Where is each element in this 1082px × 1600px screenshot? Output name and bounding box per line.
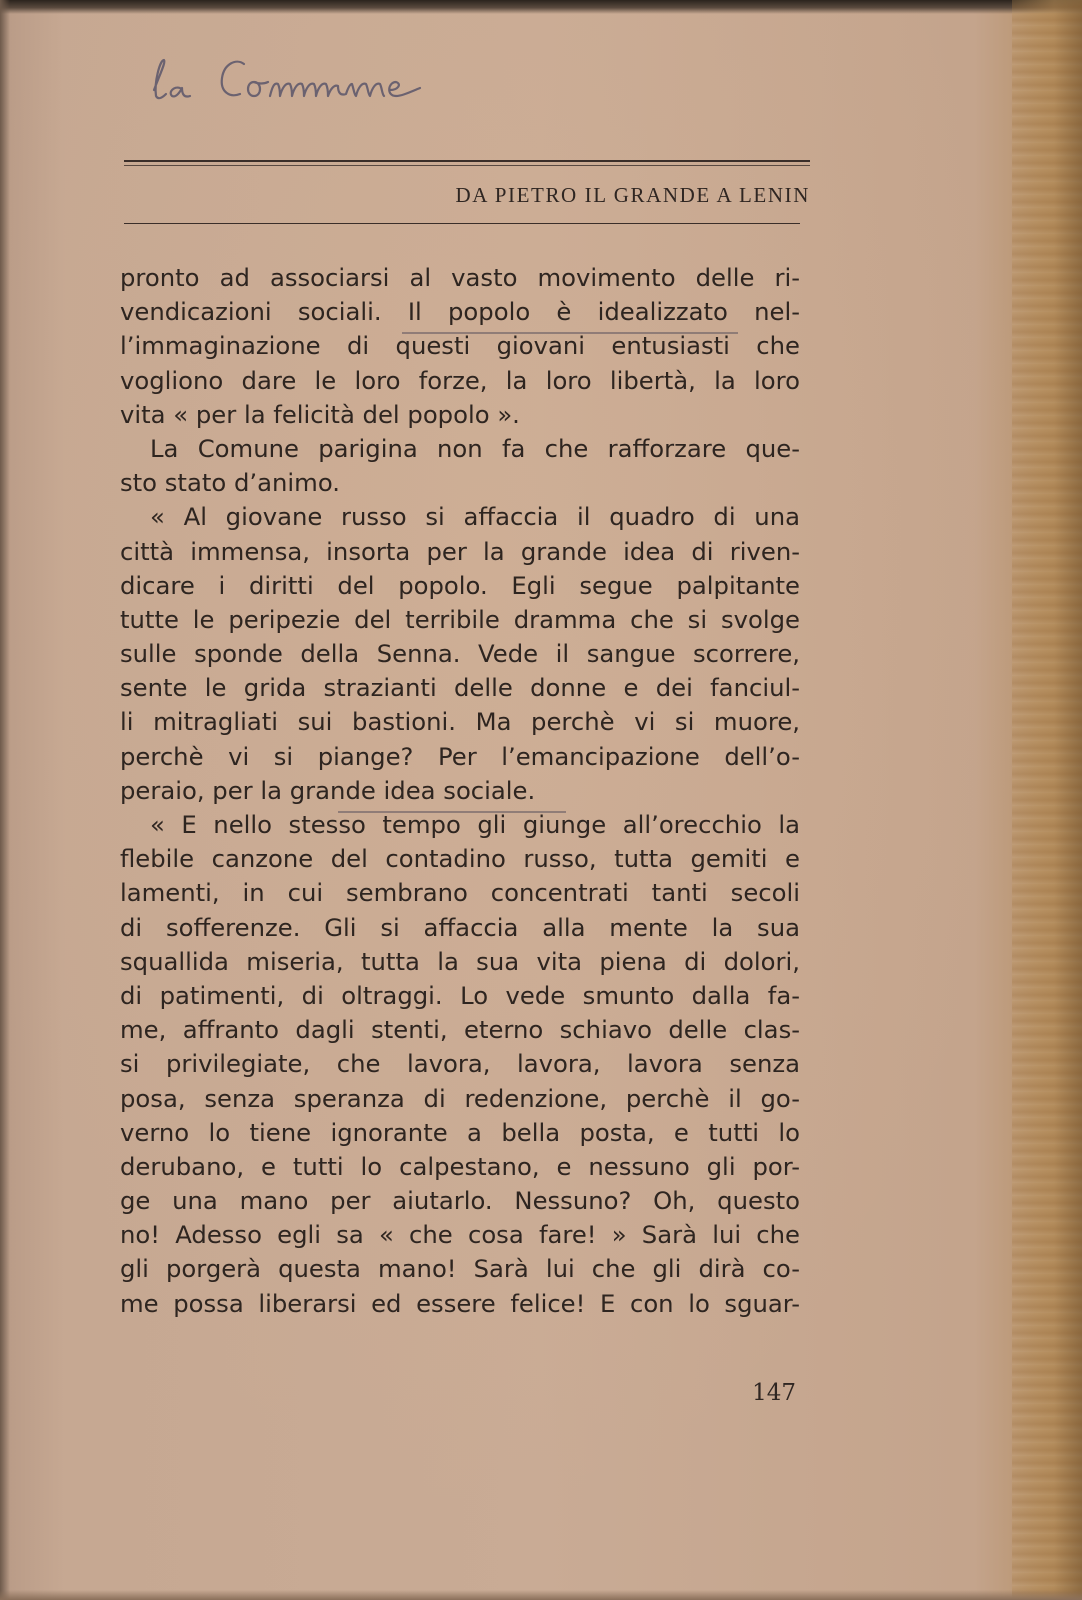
text-line: vita « per la felicità del popolo ». [120,399,520,429]
text-line: pronto ad associarsi al vasto movimento delle ri- [120,263,800,292]
body-text [120,261,800,1321]
pencil-underline [402,332,738,334]
header-rule-thick [124,160,810,162]
text-line: « Al giovane russo si affaccia il quadro di una [150,502,800,532]
text-line: perchè vi si piange? Per l’emancipazione dell’o- [120,741,800,771]
text-line: « E nello stesso tempo gli giunge all’orecchio la [150,810,800,839]
text-line: tutte le peripezie del terribile dramma che si svolge [120,604,800,634]
text-line: di patimenti, di oltraggi. Lo vede smunto dalla fa- [120,980,800,1010]
text-line: lamenti, in cui sembrano concentrati tanti secoli [120,878,800,908]
text-line: si privilegiate, che lavora, lavora, lavora senza [120,1049,800,1079]
text-line: vogliono dare le loro forze, la loro libertà, la loro [120,365,800,395]
text-line: squallida miseria, tutta la sua vita piena di dolori, [120,946,800,976]
text-line: vendicazioni sociali. Il popolo è idealizzato nel- [120,297,800,327]
text-line: me possa liberarsi ed essere felice! E con lo sguar- [120,1288,800,1318]
text-line: no! Adesso egli sa « che cosa fare! » Sarà lui che [120,1220,800,1250]
text-line: gli porgerà questa mano! Sarà lui che gli dirà co- [120,1254,800,1284]
text-line: sto stato d’animo. [120,468,340,498]
text-line: città immensa, insorta per la grande idea di riven- [120,536,800,566]
handwritten-annotation [140,52,480,112]
page-left-edge [0,0,10,1600]
text-line: l’immaginazione di questi giovani entusiasti che [120,331,800,361]
text-line: flebile canzone del contadino russo, tutta gemiti e [120,844,800,874]
text-line: li mitragliati sui bastioni. Ma perchè vi si muore, [120,707,800,737]
scan-top-shadow [0,0,1082,14]
text-line: La Comune parigina non fa che rafforzare que- [150,433,800,463]
text-line: di sofferenze. Gli si affaccia alla mente la sua [120,912,800,942]
text-line: posa, senza speranza di redenzione, perchè il go- [120,1083,800,1113]
text-line: sulle sponde della Senna. Vede il sangue scorrere, [120,639,800,669]
page-number: 147 [752,1380,796,1406]
text-line: verno lo tiene ignorante a bella posta, e tutti lo [120,1117,800,1147]
header-rule-bottom [124,223,800,224]
running-head: DA PIETRO IL GRANDE A LENIN [455,183,810,207]
text-line: me, affranto dagli stenti, eterno schiavo delle clas- [120,1015,800,1045]
text-line: derubano, e tutti lo calpestano, e nessuno gli por- [120,1151,800,1181]
page-bottom-edge [0,1590,1082,1600]
text-line: peraio, per la grande idea sociale. [120,775,536,805]
header-rule-thin [124,165,810,166]
text-line: sente le grida strazianti delle donne e dei fanciul- [120,673,800,703]
pencil-underline [338,811,566,813]
text-line: ge una mano per aiutarlo. Nessuno? Oh, questo [120,1186,800,1216]
text-line: dicare i diritti del popolo. Egli segue palpitante [120,570,800,600]
page-right-worn-edge [1012,0,1082,1600]
